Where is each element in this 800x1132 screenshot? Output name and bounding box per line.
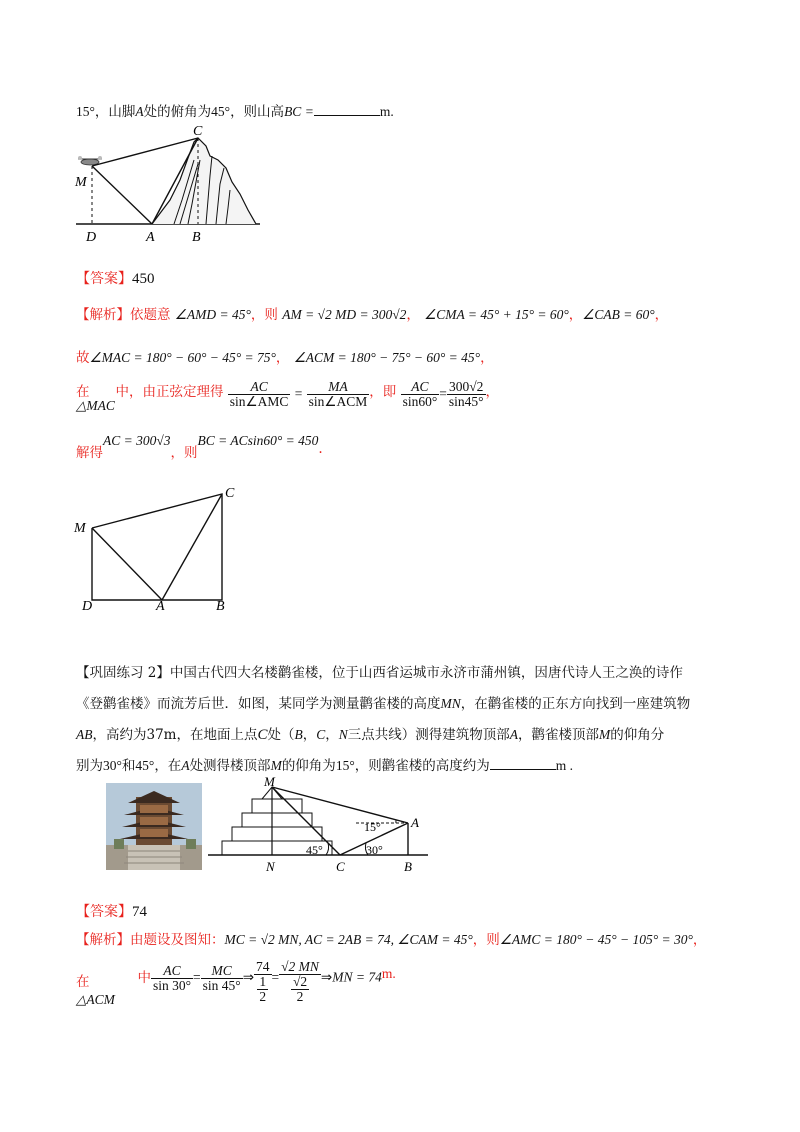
math: ∠AMD = 45° <box>174 307 251 322</box>
nested-fraction <box>257 975 268 1004</box>
text: 处测得楼顶部 <box>189 758 271 774</box>
text: ， <box>654 307 669 323</box>
angle-15-label: 15° <box>364 820 381 834</box>
math: 15° <box>335 758 355 773</box>
angle-45-label: 45° <box>306 843 323 857</box>
math: ∠MAC = 180° − 60° − 45° = 75° <box>89 350 276 365</box>
math: MN = 74 <box>332 969 382 985</box>
denominator: sin∠ACM <box>308 394 368 409</box>
answer-tag: 【答案】 <box>76 904 132 920</box>
figure-mountain <box>70 120 270 245</box>
unit: m. <box>379 104 394 119</box>
text: ，高约为37m，在地面上点 <box>92 727 258 743</box>
text: ，则 <box>472 932 500 948</box>
text: . <box>318 441 323 457</box>
text: ，则 <box>250 307 278 323</box>
text: 《登鹳雀楼》而流芳后世．如图，某同学为测量鹳雀楼的高度 <box>76 696 441 712</box>
denominator: sin 30° <box>153 977 192 993</box>
figure-triangle-diagram <box>70 480 250 615</box>
fraction <box>254 960 272 1004</box>
analysis-1-line-1 <box>76 303 668 323</box>
equals: = <box>271 969 280 985</box>
text: 依题意 <box>130 307 171 323</box>
label-a: A <box>146 230 155 245</box>
math: C <box>316 727 326 742</box>
math: C <box>257 727 268 743</box>
text: ， <box>406 307 420 323</box>
denominator: sin∠AMC <box>229 394 289 409</box>
text: 中国古代四大名楼鹳雀楼，位于山西省运城市永济市蒲州镇，因唐代诗人王之涣的诗作 <box>169 665 683 681</box>
fraction <box>151 964 193 993</box>
triangle-acm: △ACM <box>76 992 115 1007</box>
exercise-2-line-3 <box>76 723 664 744</box>
numerator: AC <box>151 964 193 979</box>
text: 在 <box>76 384 90 400</box>
math: B <box>294 727 303 742</box>
unit: m . <box>555 758 573 773</box>
answer-value: 74 <box>132 904 147 920</box>
bc-expression: BC = <box>284 104 314 119</box>
label-n: N <box>266 859 275 874</box>
denominator <box>254 975 272 1004</box>
text: ，鹳雀楼顶部 <box>518 727 600 743</box>
label-c: C <box>336 859 345 874</box>
numerator: 74 <box>256 959 270 974</box>
fraction <box>279 960 321 1004</box>
text: ， <box>485 384 499 400</box>
text: ，则 <box>170 445 198 461</box>
angle-30-label: 30° <box>366 843 383 857</box>
answer-blank <box>314 103 380 116</box>
text: 和 <box>121 758 136 774</box>
text: 的仰角为 <box>281 758 336 774</box>
figure-tower-diagram <box>206 775 436 877</box>
implies-arrow: ⇒ <box>242 969 254 985</box>
math: A <box>509 727 519 742</box>
text: 中 <box>137 970 151 986</box>
point-a: A <box>135 104 144 119</box>
equals: = <box>439 386 447 401</box>
label-d: D <box>82 599 93 614</box>
label-d: D <box>86 230 97 245</box>
label-b: B <box>216 599 225 614</box>
numerator: MC <box>201 964 243 979</box>
denominator: sin 45° <box>202 977 241 993</box>
analysis-2-line-2 <box>76 952 396 1004</box>
math: ∠ACM = 180° − 75° − 60° = 45° <box>293 350 481 365</box>
fraction <box>447 380 486 409</box>
exercise-2-line-1 <box>76 661 683 681</box>
text: 中，由正弦定理得 <box>115 384 224 400</box>
analysis-1-line-4 <box>76 433 323 461</box>
text: ，在 <box>154 758 182 774</box>
text: 三点共线）测得建筑物顶部 <box>347 727 510 743</box>
analysis-tag: 【解析】 <box>76 932 130 948</box>
math: ∠CAB = 60° <box>582 307 655 322</box>
math: 30° <box>103 758 122 773</box>
text: 的仰角分 <box>610 727 665 743</box>
text: ， <box>275 350 290 366</box>
label-m: M <box>75 175 87 190</box>
text: ，在鹳雀楼的正东方向找到一座建筑物 <box>460 696 691 712</box>
equals: = <box>193 969 201 985</box>
math: ∠CMA = 45° + 15° = 60° <box>424 307 569 322</box>
text: 故 <box>76 350 90 366</box>
math: M <box>270 758 282 773</box>
answer-tag: 【答案】 <box>76 271 132 287</box>
analysis-tag: 【解析】 <box>76 307 130 323</box>
tower-photo <box>106 783 202 870</box>
text: 别为 <box>76 758 103 774</box>
denominator: 2 <box>296 989 304 1004</box>
analysis-1-line-2 <box>76 346 494 366</box>
numerator: √2 MN <box>281 959 319 974</box>
text: ， <box>692 932 707 948</box>
label-b: B <box>192 230 201 245</box>
math: MC = √2 MN, AC = 2AB = 74, ∠CAM = 45° <box>224 932 473 947</box>
label-a: A <box>156 599 165 614</box>
denominator: 2 <box>259 989 267 1004</box>
exercise-tag: 【巩固练习 2】 <box>76 665 170 681</box>
text: 处的俯角为 <box>143 104 212 120</box>
text: ， <box>568 307 583 323</box>
denominator <box>279 975 321 1004</box>
unit: m. <box>381 966 396 981</box>
label-a: A <box>411 815 419 830</box>
angle-15: 15° <box>76 104 95 119</box>
analysis-1-line-3 <box>76 380 499 409</box>
text: 由题设及图知： <box>130 932 225 948</box>
text: 解得 <box>76 445 103 461</box>
nested-fraction <box>291 975 309 1004</box>
math: A <box>181 758 190 773</box>
numerator: MA <box>307 380 370 395</box>
fraction <box>228 380 291 409</box>
answer-1 <box>76 268 155 288</box>
question1-tail <box>76 100 394 120</box>
math: AC = 300√3 <box>103 433 171 448</box>
text: ， <box>480 350 494 366</box>
math: 45° <box>135 758 155 773</box>
answer-2 <box>76 901 147 921</box>
text: 在 <box>76 974 90 990</box>
numerator: √2 <box>292 974 308 989</box>
fraction <box>307 380 370 409</box>
exercise-2-line-2 <box>76 692 690 712</box>
text: ，则山高 <box>230 104 285 120</box>
numerator: 1 <box>259 974 267 989</box>
math: ∠AMC = 180° − 45° − 105° = 30° <box>499 932 693 947</box>
implies-arrow: ⇒ <box>320 969 333 985</box>
math: AM = √2 MD = 300√2 <box>282 307 407 322</box>
text: ， <box>325 727 339 743</box>
numerator: AC <box>228 380 291 395</box>
denominator: sin45° <box>448 394 484 409</box>
answer-blank <box>490 757 556 770</box>
math: MN <box>440 696 461 711</box>
equals: = <box>294 386 303 401</box>
label-c: C <box>225 486 235 501</box>
triangle-mac: △MAC <box>76 398 115 413</box>
math: M <box>599 727 611 742</box>
label-m: M <box>74 521 86 536</box>
text: ，则鹳雀楼的高度约为 <box>354 758 490 774</box>
analysis-2-line-1 <box>76 928 706 948</box>
label-b: B <box>404 859 412 874</box>
math: N <box>338 727 348 742</box>
text: 处（ <box>267 727 295 743</box>
text: ， <box>302 727 317 743</box>
fraction <box>401 380 440 409</box>
denominator: sin60° <box>402 394 438 409</box>
numerator: AC <box>401 380 440 395</box>
exercise-2-line-4 <box>76 754 573 774</box>
fraction <box>201 964 243 993</box>
math: BC = ACsin60° = 450 <box>197 433 319 448</box>
answer-value: 450 <box>132 271 155 287</box>
math: AB <box>76 727 93 742</box>
label-m: M <box>264 775 275 789</box>
text: ，即 <box>369 384 397 400</box>
text: ，山脚 <box>94 104 136 120</box>
numerator: 300√2 <box>447 380 486 395</box>
label-c: C <box>193 124 203 139</box>
angle-45: 45° <box>211 104 231 119</box>
